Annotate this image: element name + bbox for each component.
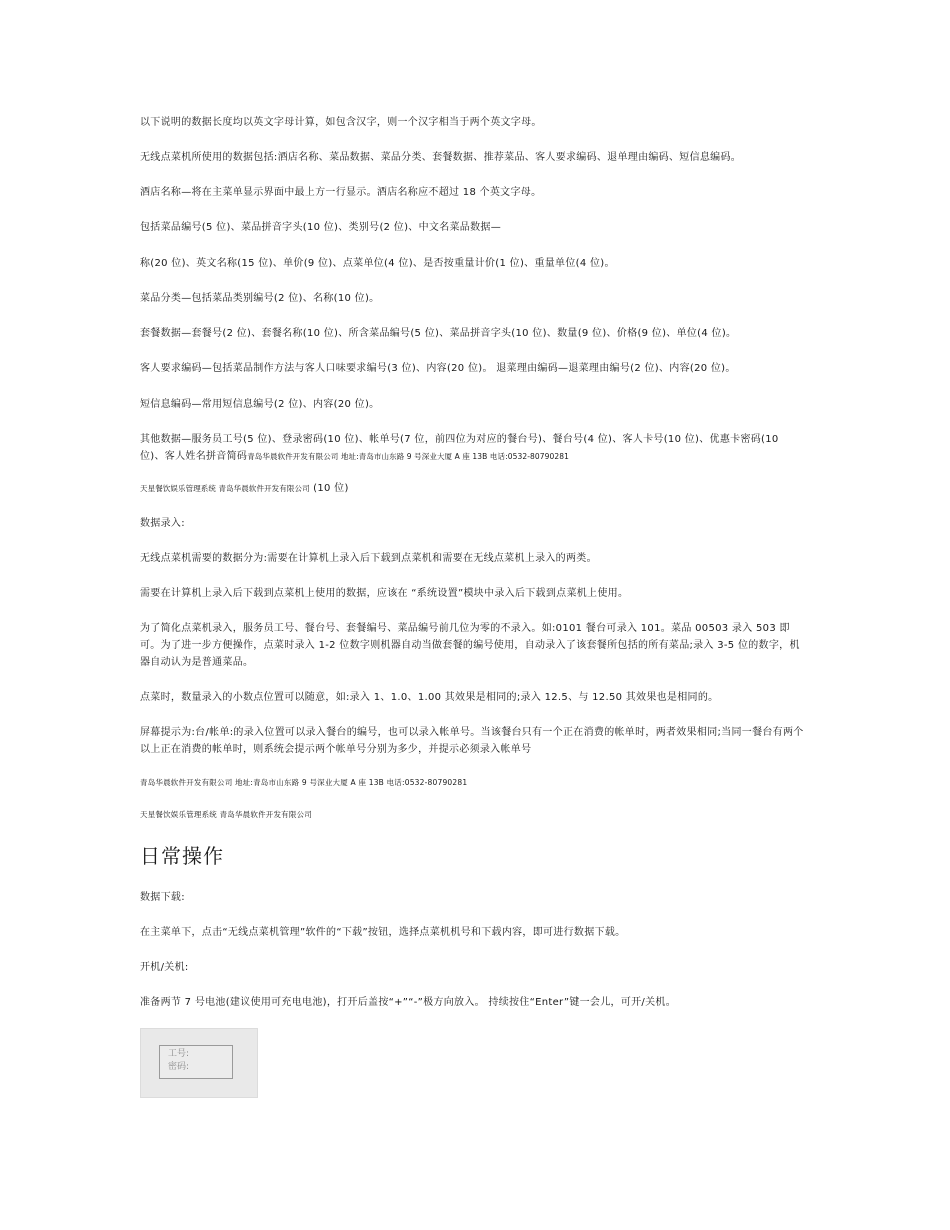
section-heading: 日常操作 — [140, 844, 224, 868]
paragraph-other-data — [140, 431, 805, 465]
paragraph-download-title: 数据下载: — [140, 892, 185, 903]
paragraph-screen-prompt: 屏幕提示为:台/帐单:的录入位置可以录入餐台的编号，也可以录入帐单号。当该餐台只有一个正在消费的帐单时，两者效果相同;当同一餐台有两个以上正在消费的帐单时，则系统会提示两个帐单号分别为多少，并提示必须录入帐单号 — [140, 727, 804, 755]
paragraph-set-meal: 套餐数据—套餐号(2 位)、套餐名称(10 位)、所含菜品编号(5 位)、菜品拼音字头(10 位)、数量(9 位)、价格(9 位)、单位(4 位)。 — [140, 328, 737, 339]
other-data-text: 其他数据—服务员工号(5 位)、登录密码(10 位)、帐单号(7 位，前四位为对应的餐台号)、餐台号(4 位)、客人卡号(10 位)、优惠卡密码(10 位)、客人姓名拼音简码 — [140, 434, 779, 462]
paragraph-hotel-name: 酒店名称—将在主菜单显示界面中最上方一行显示。酒店名称应不超过 18 个英文字母。 — [140, 187, 542, 198]
footer-system: 天星餐饮娱乐管理系统 青岛华晨软件开发有限公司 — [140, 810, 312, 819]
paragraph-sms-code: 短信息编码—常用短信息编号(2 位)、内容(20 位)。 — [140, 399, 380, 410]
paragraph-data-entry-title: 数据录入: — [140, 518, 185, 529]
paragraph-dish-data: 包括菜品编号(5 位)、菜品拼音字头(10 位)、类别号(2 位)、中文名菜品数据— — [140, 222, 501, 233]
login-box — [159, 1045, 233, 1079]
paragraph-data-list: 无线点菜机所使用的数据包括:酒店名称、菜品数据、菜品分类、套餐数据、推荐菜品、客人要求编码、退单理由编码、短信息编码。 — [140, 152, 742, 163]
paragraph-length-note: 以下说明的数据长度均以英文字母计算，如包含汉字，则一个汉字相当于两个英文字母。 — [140, 117, 542, 128]
paragraph-system-settings: 需要在计算机上录入后下载到点菜机上使用的数据，应该在 “系统设置”模块中录入后下载到点菜机上使用。 — [140, 588, 629, 599]
system-name: 天星餐饮娱乐管理系统 青岛华晨软件开发有限公司 — [140, 484, 310, 493]
paragraph-quantity: 点菜时，数量录入的小数点位置可以随意，如:录入 1、1.0、1.00 其效果是相同的;录入 12.5、与 12.50 其效果也是相同的。 — [140, 692, 719, 703]
paragraph-power-steps: 准备两节 7 号电池(建议使用可充电电池)，打开后盖按“+”“-”极方向放入。 持续按住“Enter”键一会儿，可开/关机。 — [140, 997, 677, 1008]
paragraph-simplify-entry: 为了简化点菜机录入，服务员工号、餐台号、套餐编号、菜品编号前几位为零的不录入。如:0101 餐台可录入 101。菜品 00503 录入 503 即可。为了进一步方便操作，点菜时录入 1-2 位数字则机器自动当做套餐的编号使用，自动录入了该套餐所包括的所有菜品;录入 3-5 位的数字，机器自动认为是普通菜品。 — [140, 623, 800, 668]
company-address: 青岛华晨软件开发有限公司 地址:青岛市山东路 9 号深业大厦 A 座 13B 电话:0532-80790281 — [247, 452, 570, 461]
paragraph-dish-data-cont: 称(20 位)、英文名称(15 位)、单价(9 位)、点菜单位(4 位)、是否按重量计价(1 位)、重量单位(4 位)。 — [140, 258, 615, 269]
paragraph-requests: 客人要求编码—包括菜品制作方法与客人口味要求编号(3 位)、内容(20 位)。 退菜理由编码—退菜理由编号(2 位)、内容(20 位)。 — [140, 363, 736, 374]
paragraph-data-types: 无线点菜机需要的数据分为:需要在计算机上录入后下载到点菜机和需要在无线点菜机上录入的两类。 — [140, 553, 597, 564]
system-suffix: (10 位) — [309, 483, 349, 494]
paragraph-download-steps: 在主菜单下，点击“无线点菜机管理”软件的“下载”按钮，选择点菜机机号和下载内容，即可进行数据下载。 — [140, 927, 626, 938]
paragraph-dish-category: 菜品分类—包括菜品类别编号(2 位)、名称(10 位)。 — [140, 293, 380, 304]
footer-company: 青岛华晨软件开发有限公司 地址:青岛市山东路 9 号深业大厦 A 座 13B 电话:0532-80790281 — [140, 778, 468, 787]
figure-label-id: 工号: — [168, 1049, 190, 1059]
paragraph-power-title: 开机/关机: — [140, 962, 189, 973]
paragraph-system-line — [140, 480, 805, 497]
figure-label-password: 密码: — [168, 1062, 190, 1072]
login-screen-figure — [140, 1028, 258, 1098]
